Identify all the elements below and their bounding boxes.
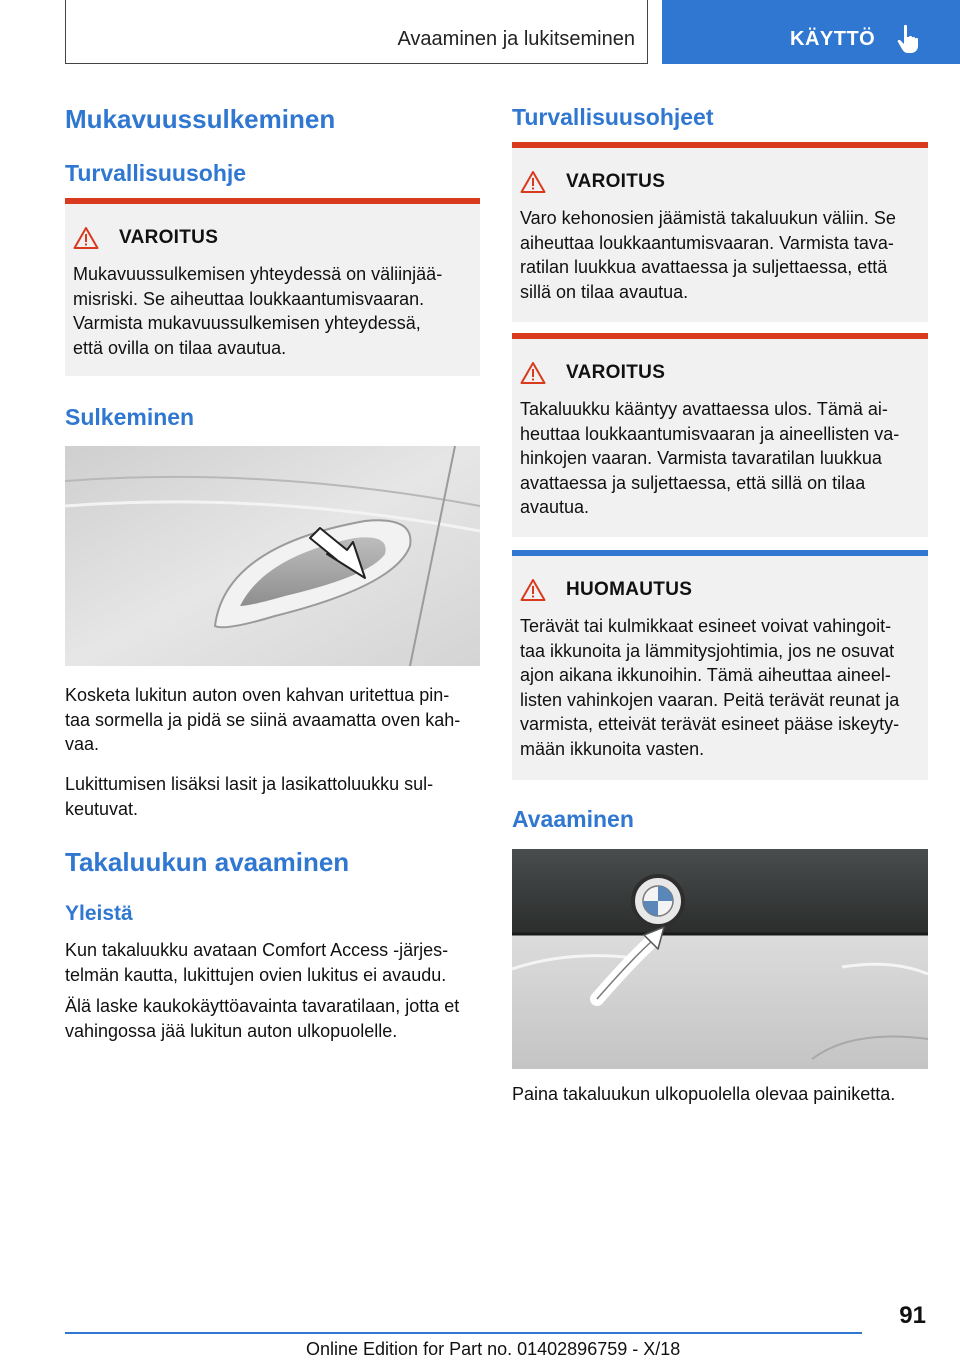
paragraph-general-2 <box>65 994 485 1043</box>
warning-text <box>73 262 470 360</box>
door-handle-illustration <box>65 446 480 666</box>
warning-line: heuttaa loukkaantumisvaaran ja aineellisten va- <box>520 423 900 444</box>
text-line: vahingossa jää lukitun auton ulkopuolelle. <box>65 1020 398 1041</box>
warning-line: avattaessa ja suljettaessa, että sillä on tilaa <box>520 472 866 493</box>
text-line: Kosketa lukitun auton oven kahvan uritettua pin- <box>65 685 450 705</box>
heading-comfort-closing: Mukavuussulkeminen <box>65 104 336 134</box>
text-line: Lukittumisen lisäksi lasit ja lasikattoluukku sul- <box>65 774 434 794</box>
warning-line: Takaluukku kääntyy avattaessa ulos. Tämä ai- <box>520 399 888 419</box>
warning-box-swing-out <box>512 333 928 537</box>
tailgate-button-illustration <box>512 849 928 1069</box>
warning-line: että ovilla on tilaa avautua. <box>73 337 287 358</box>
warning-box-body-parts <box>512 142 928 322</box>
warning-line: Mukavuussulkemisen yhteydessä on väliinjää- <box>73 264 443 284</box>
warning-triangle-icon <box>73 226 99 250</box>
page-number: 91 <box>899 1302 926 1329</box>
warning-line: misriski. Se aiheuttaa loukkaantumisvaaran. <box>73 288 425 309</box>
notice-text <box>520 614 918 761</box>
warning-title: VAROITUS <box>566 171 666 192</box>
text-line: Kun takaluukku avataan Comfort Access -järjes- <box>65 940 449 960</box>
pointing-hand-icon <box>896 24 922 54</box>
warning-line: Varo kehonosien jäämistä takaluukun väliin. Se <box>520 208 896 228</box>
notice-line: Terävät tai kulmikkaat esineet voivat vahingoit- <box>520 616 892 636</box>
notice-title: HUOMAUTUS <box>566 579 693 600</box>
warning-title: VAROITUS <box>119 227 219 248</box>
chapter-tab[interactable] <box>662 0 960 64</box>
text-line: taa sormella ja pidä se siinä avaamatta oven kah- <box>65 709 461 730</box>
heading-safety-note: Turvallisuusohje <box>65 160 247 186</box>
warning-line: sillä on tilaa avautua. <box>520 281 689 302</box>
heading-closing: Sulkeminen <box>65 404 195 430</box>
warning-triangle-icon <box>520 361 546 385</box>
warning-line: hinkojen vaaran. Varmista tavaratilan luukkua <box>520 448 882 468</box>
notice-line: mään ikkunoita vasten. <box>520 738 705 759</box>
header-section-box <box>65 0 648 64</box>
warning-line: Varmista mukavuussulkemisen yhteydessä, <box>73 313 421 333</box>
paragraph-opening: Paina takaluukun ulkopuolella olevaa painiketta. <box>512 1084 896 1104</box>
notice-line: varmista, etteivät terävät esineet pääse iskeyty- <box>520 714 900 734</box>
notice-line: listen vahinkojen vaaran. Peitä terävät reunat ja <box>520 689 900 710</box>
footer-divider <box>65 1332 862 1334</box>
text-line: keutuvat. <box>65 798 139 819</box>
text-line: Älä laske kaukokäyttöavainta tavaratilaan, jotta et <box>65 996 460 1016</box>
chapter-tab-label: KÄYTTÖ <box>790 28 876 50</box>
warning-text <box>520 206 918 304</box>
heading-tailgate-opening: Takaluukun avaaminen <box>65 847 350 877</box>
warning-text <box>520 397 918 520</box>
warning-triangle-icon <box>520 170 546 194</box>
notice-line: ajon aikana ikkunoihin. Tämä aiheuttaa aineel- <box>520 665 891 685</box>
warning-line: avautua. <box>520 497 590 517</box>
text-line: telmän kautta, lukittujen ovien lukitus ei avaudu. <box>65 964 447 985</box>
heading-safety-notes: Turvallisuusohjeet <box>512 104 714 130</box>
heading-opening: Avaaminen <box>512 806 634 832</box>
heading-general: Yleistä <box>65 902 133 925</box>
paragraph-closing-1 <box>65 683 480 757</box>
notice-box-sharp-objects <box>512 550 928 780</box>
warning-box-comfort <box>65 198 480 376</box>
text-line: vaa. <box>65 734 100 754</box>
warning-line: ratilan luukkua avattaessa ja suljettaessa, että <box>520 257 888 277</box>
warning-title: VAROITUS <box>566 362 666 383</box>
header-section-title: Avaaminen ja lukitseminen <box>397 28 635 50</box>
warning-triangle-icon <box>520 578 546 602</box>
paragraph-general-1 <box>65 938 485 987</box>
warning-line: aiheuttaa loukkaantumisvaaran. Varmista tava- <box>520 232 894 253</box>
footer-edition: Online Edition for Part no. 01402896759 - X/18 <box>306 1339 681 1359</box>
paragraph-closing-2 <box>65 772 480 821</box>
notice-line: taa ikkunoita ja lämmitysjohtimia, jos ne osuvat <box>520 640 895 661</box>
